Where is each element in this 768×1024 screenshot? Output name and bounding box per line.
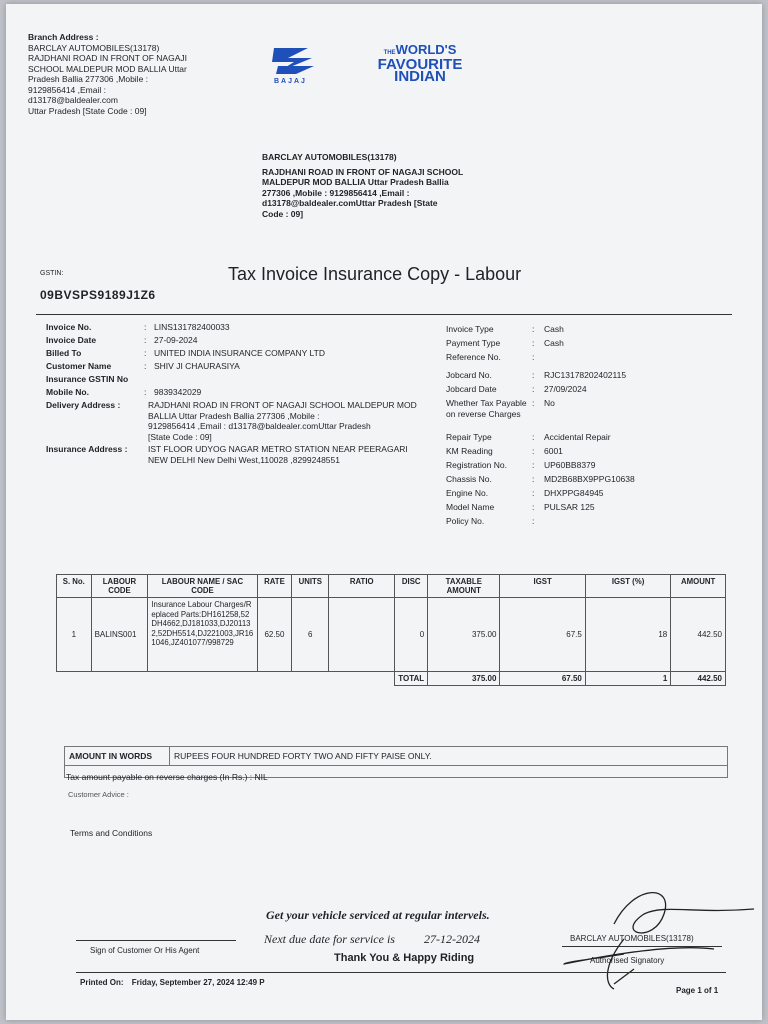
table-total-row (57, 672, 726, 686)
field-label: Invoice No. (46, 322, 92, 332)
company-name: BARCLAY AUTOMOBILES(13178) (262, 152, 397, 162)
total-amount: 442.50 (671, 672, 726, 686)
terms-label: Terms and Conditions (70, 828, 153, 838)
table-row (57, 598, 726, 672)
tagline-line: INDIAN (394, 68, 446, 85)
signature-scribble-icon (554, 884, 754, 994)
mobile-no-value: 9839342029 (154, 387, 202, 397)
column-header: IGST (%) (585, 575, 670, 598)
field-label: Billed To (46, 348, 82, 358)
branch-line: Uttar Pradesh [State Code : 09] (28, 105, 147, 116)
tagline-line: WORLD'S (395, 42, 457, 57)
branch-line: Pradesh Ballia 277306 ,Mobile : (28, 74, 149, 84)
engine-no-value: DHXPPG84945 (544, 488, 604, 498)
cell-rate: 62.50 (257, 598, 292, 672)
footer-divider (76, 972, 726, 973)
tagline-line: FAVOURITE (377, 56, 463, 73)
field-label: Whether Tax Payable on reverse Charges (446, 398, 527, 419)
column-header: S. No. (57, 575, 92, 598)
field-label: Invoice Type (446, 324, 494, 334)
repair-type-value: Accidental Repair (544, 432, 611, 442)
km-reading-value: 6001 (544, 446, 563, 456)
column-header: UNITS (292, 575, 329, 598)
column-header: AMOUNT (671, 575, 726, 598)
service-reminder: Get your vehicle serviced at regular intervels. (266, 908, 490, 922)
company-line: Code : 09] (262, 208, 304, 219)
customer-name-value: SHIV JI CHAURASIYA (154, 361, 240, 371)
field-label: Invoice Date (46, 335, 97, 345)
invoice-date-value: 27-09-2024 (154, 335, 198, 345)
field-label: Model Name (446, 502, 495, 512)
cell-name: Insurance Labour Charges/Replaced Parts:DH161258,52DH4662,DJ181033,DJ201132,52DH5514,DJ221003,JR161046,JZ401077/998729 (148, 598, 257, 672)
field-label: Registration No. (446, 460, 507, 470)
invoice-no-value: LINS131782400033 (154, 322, 230, 332)
amount-words-value: RUPEES FOUR HUNDRED FORTY TWO AND FIFTY PAISE ONLY. (174, 750, 432, 761)
printed-on-value: Friday, September 27, 2024 12:49 P (131, 978, 265, 987)
customer-sign-line (76, 940, 236, 941)
authorised-signatory: Authorised Signatory (590, 956, 665, 965)
jobcard-no-value: RJC13178202402115 (544, 370, 627, 380)
reverse-charges-text: Tax amount payable on reverse charges (In Rs.) : NIL (66, 772, 268, 782)
table-header-row (57, 575, 726, 598)
field-label: Reference No. (446, 352, 501, 362)
field-label: Insurance GSTIN No (46, 374, 129, 384)
amount-words-label: AMOUNT IN WORDS (65, 747, 170, 765)
document-title: Tax Invoice Insurance Copy - Labour (228, 264, 522, 284)
field-label: Payment Type (446, 338, 501, 348)
cell-igst-pct: 18 (585, 598, 670, 672)
branch-line: d13178@baldealer.com (28, 95, 118, 105)
bajaj-logo (268, 44, 488, 94)
delivery-label: Delivery Address : (46, 400, 121, 410)
field-label: Jobcard No. (446, 370, 492, 380)
divider (36, 314, 732, 315)
branch-line: 9129856414 ,Email : (28, 84, 106, 95)
insurance-address-line: IST FLOOR UDYOG NAGAR METRO STATION NEAR PEERAGARI (148, 444, 408, 454)
gstin-value: 09BVSPS9189J1Z6 (40, 288, 156, 302)
tagline-small: THE (383, 50, 396, 56)
cell-disc: 0 (395, 598, 428, 672)
gstin-label: GSTIN: (40, 270, 64, 277)
right-fields: Invoice Type : Cash Payment Type : Cash Reference No. : Jobcard No. : RJC13178202402115 Jobcard Date : 27/09/2024 Whether Tax Payable on reverse Charges : No Repair Type : Accidental Repair KM Reading : 6001 Registration No. : UP60BB8379 Chassis No. : MD2B68BX9PPG10638 Engine No. : DHXPPG84945 Model Name : PULSAR 125 Policy No. : (446, 324, 706, 530)
field-label: Repair Type (446, 432, 492, 442)
cell-amount: 442.50 (671, 598, 726, 672)
column-header: RATE (257, 575, 292, 598)
field-label: Chassis No. (446, 474, 492, 484)
next-due-label: Next due date for service is (264, 932, 395, 946)
field-label: Policy No. (446, 516, 485, 526)
company-line: 277306 ,Mobile : 9129856414 ,Email : (262, 187, 410, 198)
branch-line: RAJDHANI ROAD IN FRONT OF NAGAJI (28, 53, 187, 63)
cell-sno: 1 (57, 598, 92, 672)
cell-taxable: 375.00 (428, 598, 500, 672)
total-taxable: 375.00 (428, 672, 500, 686)
chassis-no-value: MD2B68BX9PPG10638 (544, 474, 635, 484)
delivery-line: 9129856414 ,Email : d13178@baldealer.comUttar Pradesh (148, 421, 371, 431)
field-label: Mobile No. (46, 387, 89, 397)
column-header: IGST (500, 575, 585, 598)
jobcard-date-value: 27/09/2024 (544, 384, 587, 394)
model-name-value: PULSAR 125 (544, 502, 595, 512)
branch-name: BARCLAY AUTOMOBILES(13178) (28, 42, 160, 53)
dealer-sign-name: BARCLAY AUTOMOBILES(13178) (570, 934, 694, 943)
delivery-line: RAJDHANI ROAD IN FRONT OF NAGAJI SCHOOL MALDEPUR MOD (148, 400, 417, 410)
cell-units: 6 (292, 598, 329, 672)
branch-address (28, 32, 238, 116)
page-number: Page 1 of 1 (676, 986, 719, 995)
field-label: Customer Name (46, 361, 112, 371)
insurance-address-label: Insurance Address : (46, 444, 128, 454)
cell-ratio (329, 598, 395, 672)
column-header: LABOUR CODE (91, 575, 148, 598)
column-header: DISC (395, 575, 428, 598)
total-label: TOTAL (395, 672, 428, 686)
customer-sign-label: Sign of Customer Or His Agent (90, 946, 200, 955)
cell-code: BALINS001 (91, 598, 148, 672)
labour-table (56, 574, 726, 686)
branch-heading: Branch Address : (28, 32, 99, 42)
column-header: TAXABLE AMOUNT (428, 575, 500, 598)
delivery-line: [State Code : 09] (148, 431, 212, 442)
customer-advice-label: Customer Advice : (68, 790, 129, 799)
insurance-address-line: NEW DELHI New Delhi West,110028 ,8299248551 (148, 454, 340, 465)
total-igst: 67.50 (500, 672, 585, 686)
field-label: Engine No. (446, 488, 489, 498)
registration-no-value: UP60BB8379 (544, 460, 596, 470)
payment-type-value: Cash (544, 338, 564, 348)
thank-you-text: Thank You & Happy Riding (334, 952, 475, 964)
cell-igst: 67.5 (500, 598, 585, 672)
invoice-page (6, 4, 762, 1020)
brand-name: BAJAJ (274, 78, 307, 85)
delivery-line: BALLIA Uttar Pradesh Ballia 277306 ,Mobile : (148, 410, 320, 421)
field-label: Jobcard Date (446, 384, 497, 394)
reverse-charge-value: No (544, 398, 555, 408)
printed-on-label: Printed On: (80, 978, 124, 987)
company-line: MALDEPUR MOD BALLIA Uttar Pradesh Ballia (262, 177, 449, 187)
company-line: d13178@baldealer.comUttar Pradesh [State (262, 198, 438, 208)
field-label: KM Reading (446, 446, 493, 456)
branch-line: SCHOOL MALDEPUR MOD BALLIA Uttar (28, 63, 187, 74)
left-fields: Invoice No. : LINS131782400033 Invoice Date : 27-09-2024 Billed To : UNITED INDIA INSURANCE COMPANY LTD Customer Name : SHIV JI CHAURASIYA Insurance GSTIN No Mobile No. : 9839342029 Delivery Address : RAJDHANI ROAD IN FRONT OF NAGAJI SCHOOL MALDEPUR MOD BALLIA Uttar Pradesh Ballia 277306 ,Mobile : 9129856414 ,Email : d13178@baldealer.comUttar Pradesh [State Code : 09] Insurance Address : IST FLOOR UDYOG NAGAR METRO STATION NEAR PEERAGARI NEW DELHI New Delhi West,110028 ,8299248551 (46, 322, 417, 465)
column-header: RATIO (329, 575, 395, 598)
total-igst-pct: 1 (585, 672, 670, 686)
company-address (262, 152, 502, 219)
column-header: LABOUR NAME / SAC CODE (148, 575, 257, 598)
next-due-date: 27-12-2024 (423, 932, 480, 946)
company-line: RAJDHANI ROAD IN FRONT OF NAGAJI SCHOOL (262, 166, 464, 177)
billed-to-value: UNITED INDIA INSURANCE COMPANY LTD (154, 348, 325, 358)
invoice-type-value: Cash (544, 324, 564, 334)
